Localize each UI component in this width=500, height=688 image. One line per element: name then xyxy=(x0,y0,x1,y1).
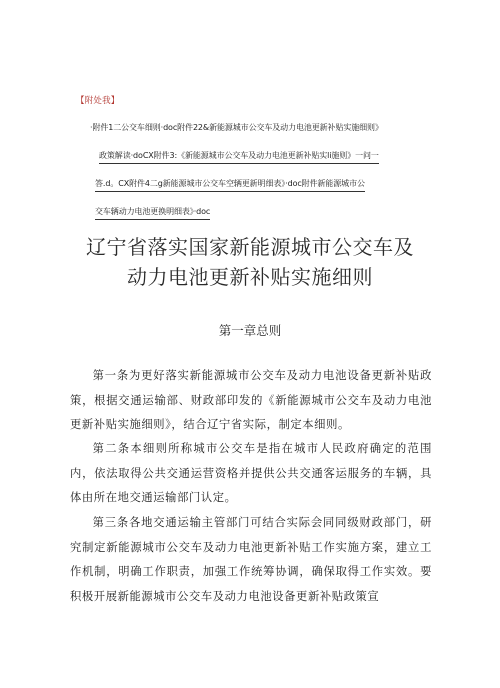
article-3-text: 第三条各地交通运输主管部门可结合实际会同同级财政部门，研究制定新能源城市公交车及动力电池更新补贴工作实施方案，建立工作机制，明确工作职责，加强工作统筹协调，确保取得工作实效。要积极开展新能源城市公交车及动力电池设备更新补贴政策宣 xyxy=(70,516,432,603)
chapter-heading: 第一章总则 xyxy=(218,323,282,338)
attachment-link-line-4[interactable]: 交车辆动力电池更换明细表》·doc xyxy=(95,206,210,220)
attachment-link-line-1[interactable]: ·附件1二公交车细则·doc附件22&新能源城市公交车及动力电池更新补贴实施细则》 xyxy=(90,123,383,132)
article-2-text: 第二条本细则所称城市公交车是指在城市人民政府确定的范围内，依法取得公共交通运营资格并提供公共交通客运服务的车辆，具体由所在地交通运输部门认定。 xyxy=(70,442,432,504)
document-title-line-2: 动力电池更新补贴实施细则 xyxy=(127,265,373,289)
article-1 xyxy=(70,364,432,438)
article-2 xyxy=(70,437,432,511)
attachment-tag: 【附处我】 xyxy=(76,96,120,106)
article-3 xyxy=(70,511,432,609)
document-title-line-1: 辽宁省落实国家新能源城市公交车及 xyxy=(86,235,414,259)
article-1-text: 第一条为更好落实新能源城市公交车及动力电池设备更新补贴政策，根据交通运输部、财政部印发的《新能源城市公交车及动力电池更新补贴实施细则》，结合辽宁省实际，制定本细则。 xyxy=(70,369,432,431)
attachment-link-line-2[interactable]: 政策解读·doCX附件3:《新能源城市公交车及动力电池更新补贴实li施则》一问一 xyxy=(99,150,379,164)
attachment-link-line-3[interactable]: 答.d。CX附件4二g新能源城市公交车空辆更新明细表》·doc附件新能源城市公 xyxy=(95,178,365,192)
